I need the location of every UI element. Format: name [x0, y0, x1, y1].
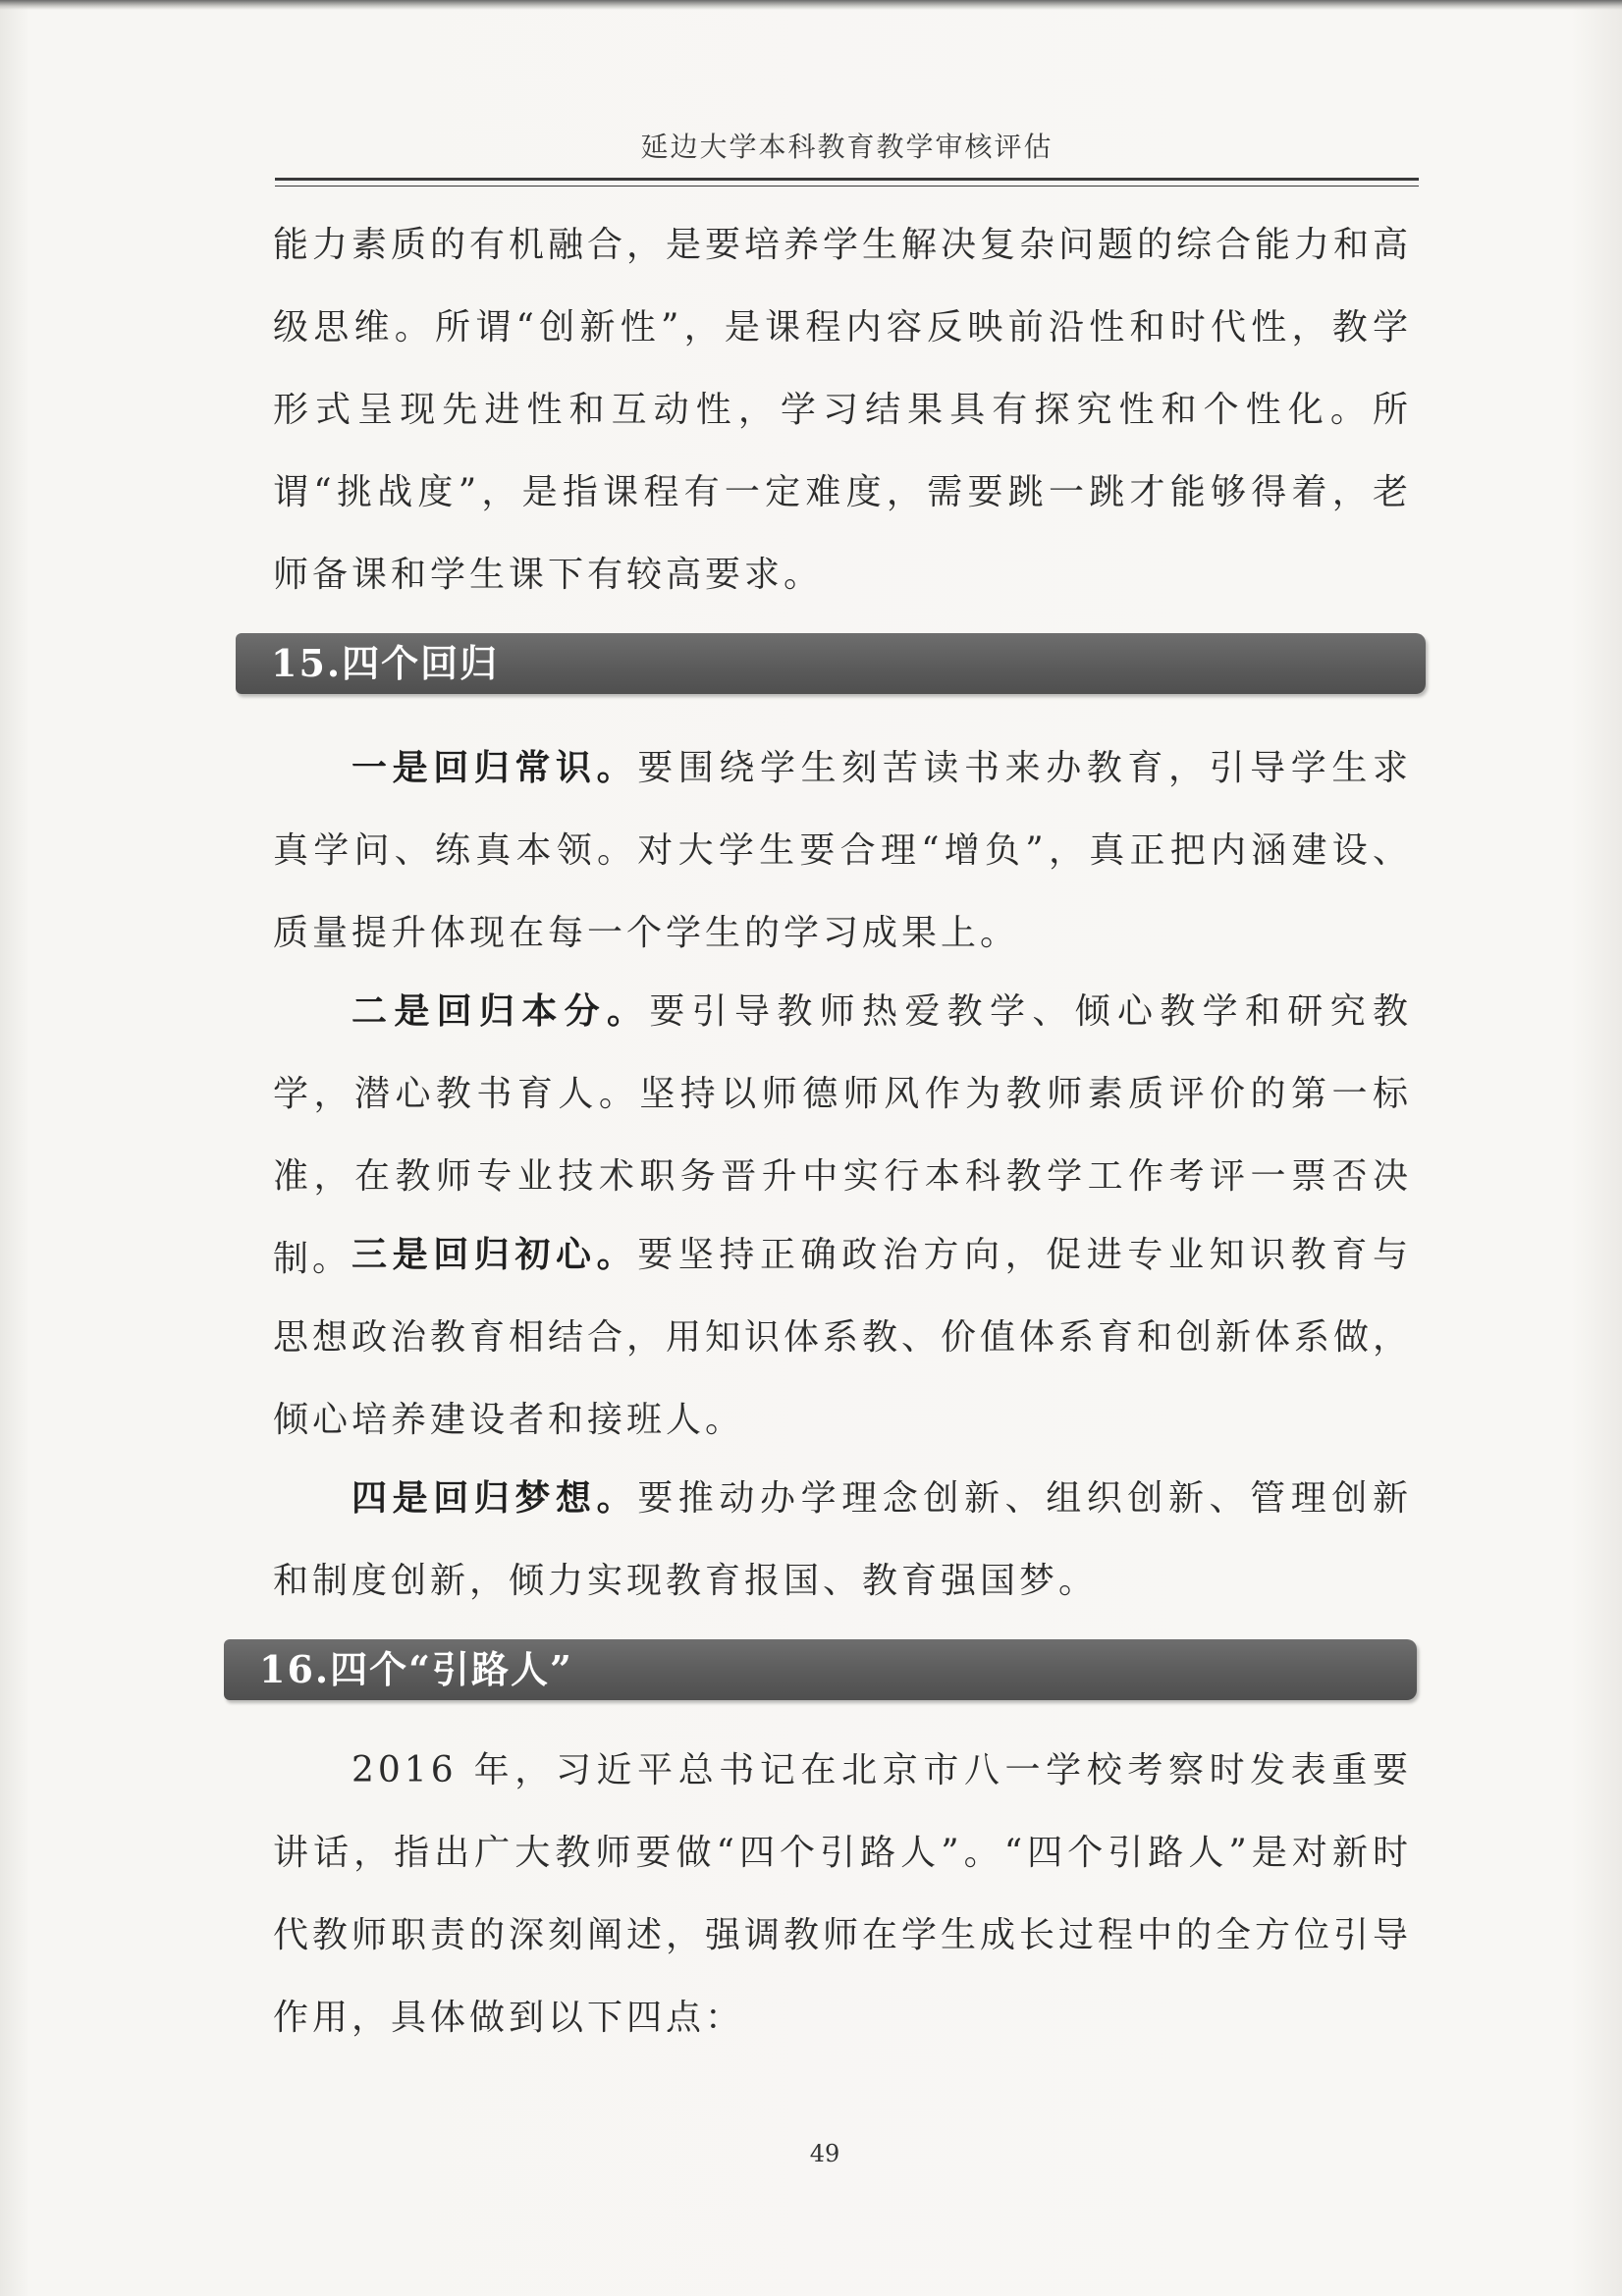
item-lead-4: 四是回归梦想。 [351, 1477, 638, 1519]
section16-paragraph: 2016 年，习近平总书记在北京市八一学校考察时发表重要讲话，指出广大教师要做“四个引路人”。“四个引路人”是对新时代教师职责的深刻阐述，强调教师在学生成长过程中的全方位引导作用，具体做到以下四点： [273, 1750, 1413, 2038]
section-heading-bar-15 [236, 633, 1426, 694]
item-lead-1: 一是回归常识。 [351, 747, 638, 788]
running-header: 延边大学本科教育教学审核评估 [640, 131, 1054, 163]
section-title-16: 16.四个“引路人” [259, 1647, 573, 1691]
item-paragraph-3 [273, 1213, 1412, 1462]
item-body-2: 要引导教师热爱教学、倾心教学和研究教学，潜心教书育人。坚持以师德师风作为教师素质评价的第一标准，在教师专业技术职务晋升中实行本科教学工作考评一票否决制。 [273, 991, 1412, 1279]
item-body-3: 要坚持正确政治方向，促进专业知识教育与思想政治教育相结合，用知识体系教、价值体系育和创新体系做，倾心培养建设者和接班人。 [273, 1235, 1413, 1440]
section-heading-bar-16 [224, 1639, 1417, 1700]
header-rule-thick [275, 178, 1419, 181]
item-lead-3: 三是回归初心。 [351, 1234, 638, 1275]
item-body-4: 要推动办学理念创新、组织创新、管理创新和制度创新，倾力实现教育报国、教育强国梦。 [273, 1478, 1412, 1601]
item-body-1: 要围绕学生刻苦读书来办教育，引导学生求真学问、练真本领。对大学生要合理“增负”，真正把内涵建设、质量提升体现在每一个学生的学习成果上。 [273, 748, 1412, 953]
header-rule-thin [275, 186, 1419, 187]
scan-edge-shadow [0, 0, 1622, 10]
item-paragraph-4 [273, 1457, 1412, 1623]
intro-paragraph: 能力素质的有机融合，是要培养学生解决复杂问题的综合能力和高级思维。所谓“创新性”，是课程内容反映前沿性和时代性，教学形式呈现先进性和互动性，学习结果具有探究性和个性化。所谓“挑战度”，是指课程有一定难度，需要跳一跳才能够得着，老师备课和学生课下有较高要求。 [273, 225, 1413, 595]
page-number: 49 [809, 2140, 840, 2167]
section-title-15: 15.四个回归 [271, 641, 500, 685]
item-paragraph-1 [273, 726, 1412, 975]
item-lead-2: 二是回归本分。 [351, 990, 650, 1032]
